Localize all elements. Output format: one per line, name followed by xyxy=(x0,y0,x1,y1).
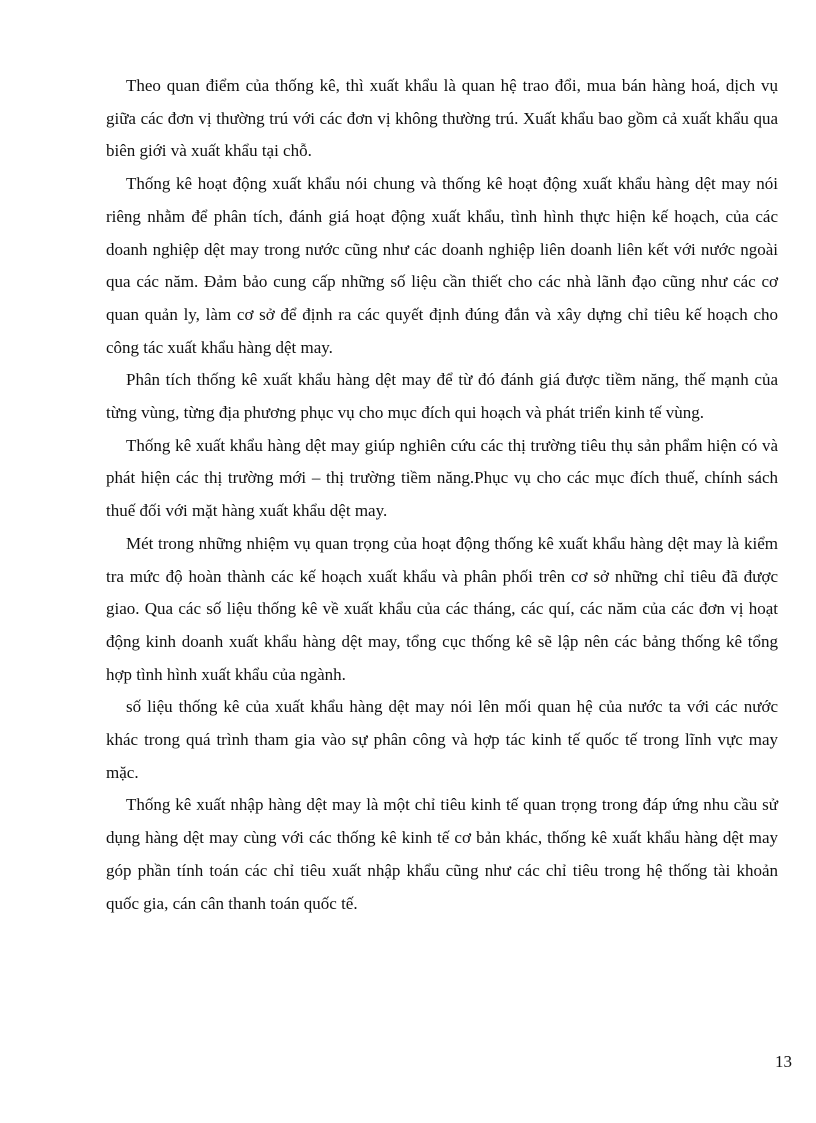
paragraph-national-accounts: Thống kê xuất nhập hàng dệt may là một chỉ tiêu kinh tế quan trọng trong đáp ứng nhu cầu sử dụng hàng dệt may cùng với các thống kê kinh tế cơ bản khác, thống kê xuất khẩu hàng dệt may góp phần tính toán các chỉ tiêu xuất nhập khẩu cũng như các chỉ tiêu trong hệ thống tài khoản quốc gia, cán cân thanh toán quốc tế. xyxy=(106,795,778,913)
body-text xyxy=(106,70,778,920)
paragraph-statistics-purpose: Thống kê hoạt động xuất khẩu nói chung và thống kê hoạt động xuất khẩu hàng dệt may nói riêng nhằm để phân tích, đánh giá hoạt động xuất khẩu, tình hình thực hiện kế hoạch, của các doanh nghiệp dệt may trong nước cũng như các doanh nghiệp liên doanh liên kết với nước ngoài qua các năm. Đảm bảo cung cấp những số liệu cần thiết cho các nhà lãnh đạo cũng như các cơ quan quản ly, làm cơ sở để định ra các quyết định đúng đắn và xây dựng chỉ tiêu kế hoạch cho công tác xuất khẩu hàng dệt may. xyxy=(106,174,778,357)
paragraph-plan-monitoring: Mét trong những nhiệm vụ quan trọng của hoạt động thống kê xuất khẩu hàng dệt may là kiểm tra mức độ hoàn thành các kế hoạch xuất khẩu và phân phối trên cơ sở những chỉ tiêu đã được giao. Qua các số liệu thống kê về xuất khẩu của các tháng, các quí, các năm của các đơn vị hoạt động kinh doanh xuất khẩu hàng dệt may, tổng cục thống kê sẽ lập nên các bảng thống kê tổng hợp tình hình xuất khẩu của ngành. xyxy=(106,533,778,684)
paragraph-export-definition: Theo quan điểm của thống kê, thì xuất khẩu là quan hệ trao đổi, mua bán hàng hoá, dịch vụ giữa các đơn vị thường trú với các đơn vị không thường trú. Xuất khẩu bao gồm cả xuất khẩu qua biên giới và xuất khẩu tại chỗ. xyxy=(106,76,778,161)
page-number: 13 xyxy=(775,1052,792,1071)
paragraph-market-research: Thống kê xuất khẩu hàng dệt may giúp nghiên cứu các thị trường tiêu thụ sản phẩm hiện có và phát hiện các thị trường mới – thị trường tiềm năng.Phục vụ cho các mục đích thuế, chính sách thuế đối với mặt hàng xuất khẩu dệt may. xyxy=(106,435,778,521)
paragraph-international-relations: số liệu thống kê của xuất khẩu hàng dệt may nói lên mối quan hệ của nước ta với các nước khác trong quá trình tham gia vào sự phân công và hợp tác kinh tế quốc tế trong lĩnh vực may mặc. xyxy=(106,697,778,782)
paragraph-regional-analysis: Phân tích thống kê xuất khẩu hàng dệt may để từ đó đánh giá được tiềm năng, thế mạnh của từng vùng, từng địa phương phục vụ cho mục đích qui hoạch và phát triển kinh tế vùng. xyxy=(106,370,778,423)
